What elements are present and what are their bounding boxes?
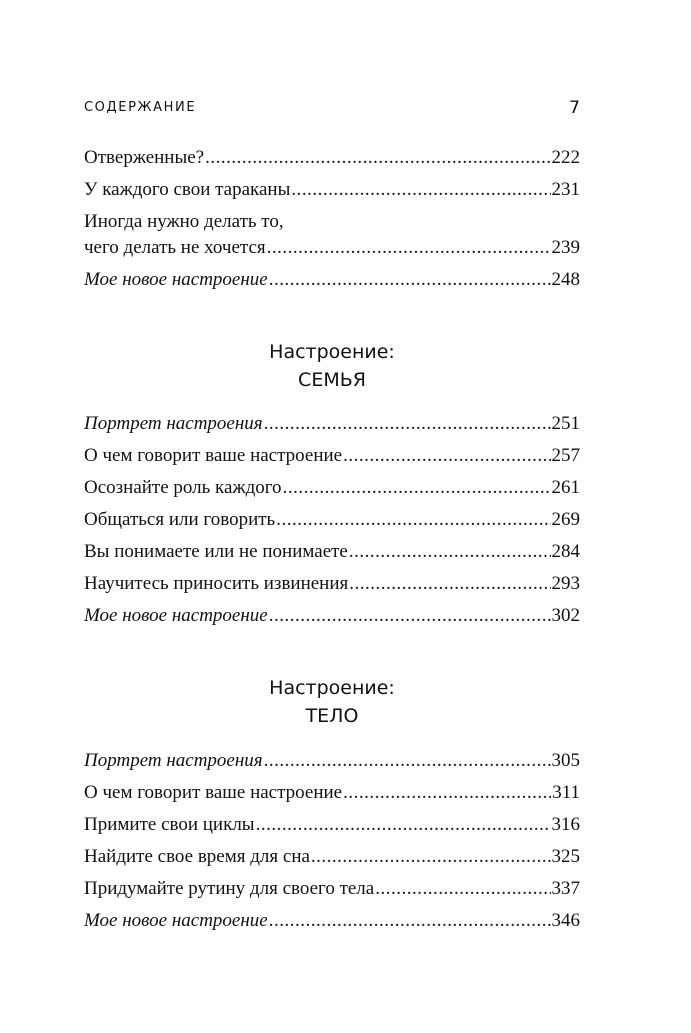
toc-block-top [84, 146, 580, 300]
toc-entry[interactable] [84, 845, 580, 869]
running-title: СОДЕРЖАНИЕ [84, 100, 197, 115]
toc-entry-title: О чем говорит ваше настроение [84, 445, 343, 466]
toc-entry-page: 231 [551, 179, 580, 200]
section-heading-line1: Настроение: [269, 341, 395, 363]
toc-entry-page: 337 [551, 878, 580, 899]
dot-leader [283, 476, 551, 500]
toc-entry-page: 248 [551, 269, 580, 290]
toc-entry-title: Отверженные? [84, 147, 205, 168]
toc-entry-page: 251 [551, 413, 580, 434]
toc-entry[interactable] [84, 572, 580, 596]
toc-entry-title: Примите свои циклы [84, 814, 255, 835]
toc-entry[interactable] [84, 178, 580, 202]
toc-entry-page: 222 [551, 147, 580, 168]
toc-entry-title: Мое новое настроение [84, 910, 268, 931]
dot-leader [343, 781, 551, 805]
toc-entry-page: 257 [551, 445, 580, 466]
dot-leader [264, 749, 551, 773]
dot-leader [205, 146, 550, 170]
section-heading-line1: Настроение: [269, 677, 395, 699]
dot-leader [375, 877, 550, 901]
toc-entry-multiline[interactable] [84, 210, 580, 260]
toc-entry-title: Осознайте роль каждого [84, 477, 282, 498]
toc-entry-title: Вы понимаете или не понимаете [84, 541, 348, 562]
toc-entry-page: 302 [551, 605, 580, 626]
toc-entry-title: О чем говорит ваше настроение [84, 782, 343, 803]
toc-entry[interactable] [84, 749, 580, 773]
toc-entry-title: Мое новое настроение [84, 605, 268, 626]
toc-entry[interactable] [84, 508, 580, 532]
dot-leader [276, 508, 550, 532]
section-heading-line2: ТЕЛО [305, 705, 359, 727]
toc-entry-page: 305 [551, 750, 580, 771]
toc-entry-page: 311 [552, 782, 580, 803]
toc-entry[interactable] [84, 146, 580, 170]
toc-entry-title: Найдите свое время для сна [84, 846, 310, 867]
toc-block-body [84, 749, 580, 941]
toc-block-family [84, 412, 580, 636]
toc-entry-title: Мое новое настроение [84, 269, 268, 290]
dot-leader [349, 572, 550, 596]
toc-entry-title: чего делать не хочется [84, 237, 266, 258]
dot-leader [269, 268, 551, 292]
toc-entry-title: Общаться или говорить [84, 509, 276, 530]
toc-entry-title: У каждого свои тараканы [84, 179, 291, 200]
dot-leader [349, 540, 551, 564]
toc-entry[interactable] [84, 877, 580, 901]
toc-entry-title-line1: Иногда нужно делать то, [84, 211, 284, 232]
dot-leader [256, 813, 551, 837]
toc-entry[interactable] [84, 909, 580, 933]
dot-leader [291, 178, 550, 202]
dot-leader [269, 909, 551, 933]
toc-entry-page: 284 [551, 541, 580, 562]
toc-entry-title: Научитесь приносить извинения [84, 573, 349, 594]
dot-leader [269, 604, 551, 628]
toc-entry-title: Портрет настроения [84, 750, 263, 771]
toc-entry[interactable] [84, 268, 580, 292]
section-heading-line2: СЕМЬЯ [298, 369, 366, 391]
section-heading-family [84, 338, 580, 394]
dot-leader [343, 444, 550, 468]
toc-entry-title: Портрет настроения [84, 413, 263, 434]
dot-leader [311, 845, 551, 869]
toc-entry[interactable] [84, 813, 580, 837]
toc-entry-page: 316 [551, 814, 580, 835]
page-header [84, 98, 580, 120]
toc-entry[interactable] [84, 604, 580, 628]
dot-leader [267, 236, 551, 260]
toc-entry-page: 346 [551, 910, 580, 931]
toc-entry-page: 293 [551, 573, 580, 594]
toc-entry-page: 269 [551, 509, 580, 530]
toc-entry-title: Придумайте рутину для своего тела [84, 878, 375, 899]
dot-leader [264, 412, 551, 436]
page-number: 7 [569, 98, 580, 118]
toc-entry[interactable] [84, 540, 580, 564]
toc-entry[interactable] [84, 444, 580, 468]
toc-entry[interactable] [84, 781, 580, 805]
toc-entry-page: 325 [551, 846, 580, 867]
section-heading-body [84, 674, 580, 730]
toc-entry[interactable] [84, 412, 580, 436]
toc-entry-page: 239 [551, 237, 580, 258]
toc-entry[interactable] [84, 476, 580, 500]
toc-entry-page: 261 [551, 477, 580, 498]
